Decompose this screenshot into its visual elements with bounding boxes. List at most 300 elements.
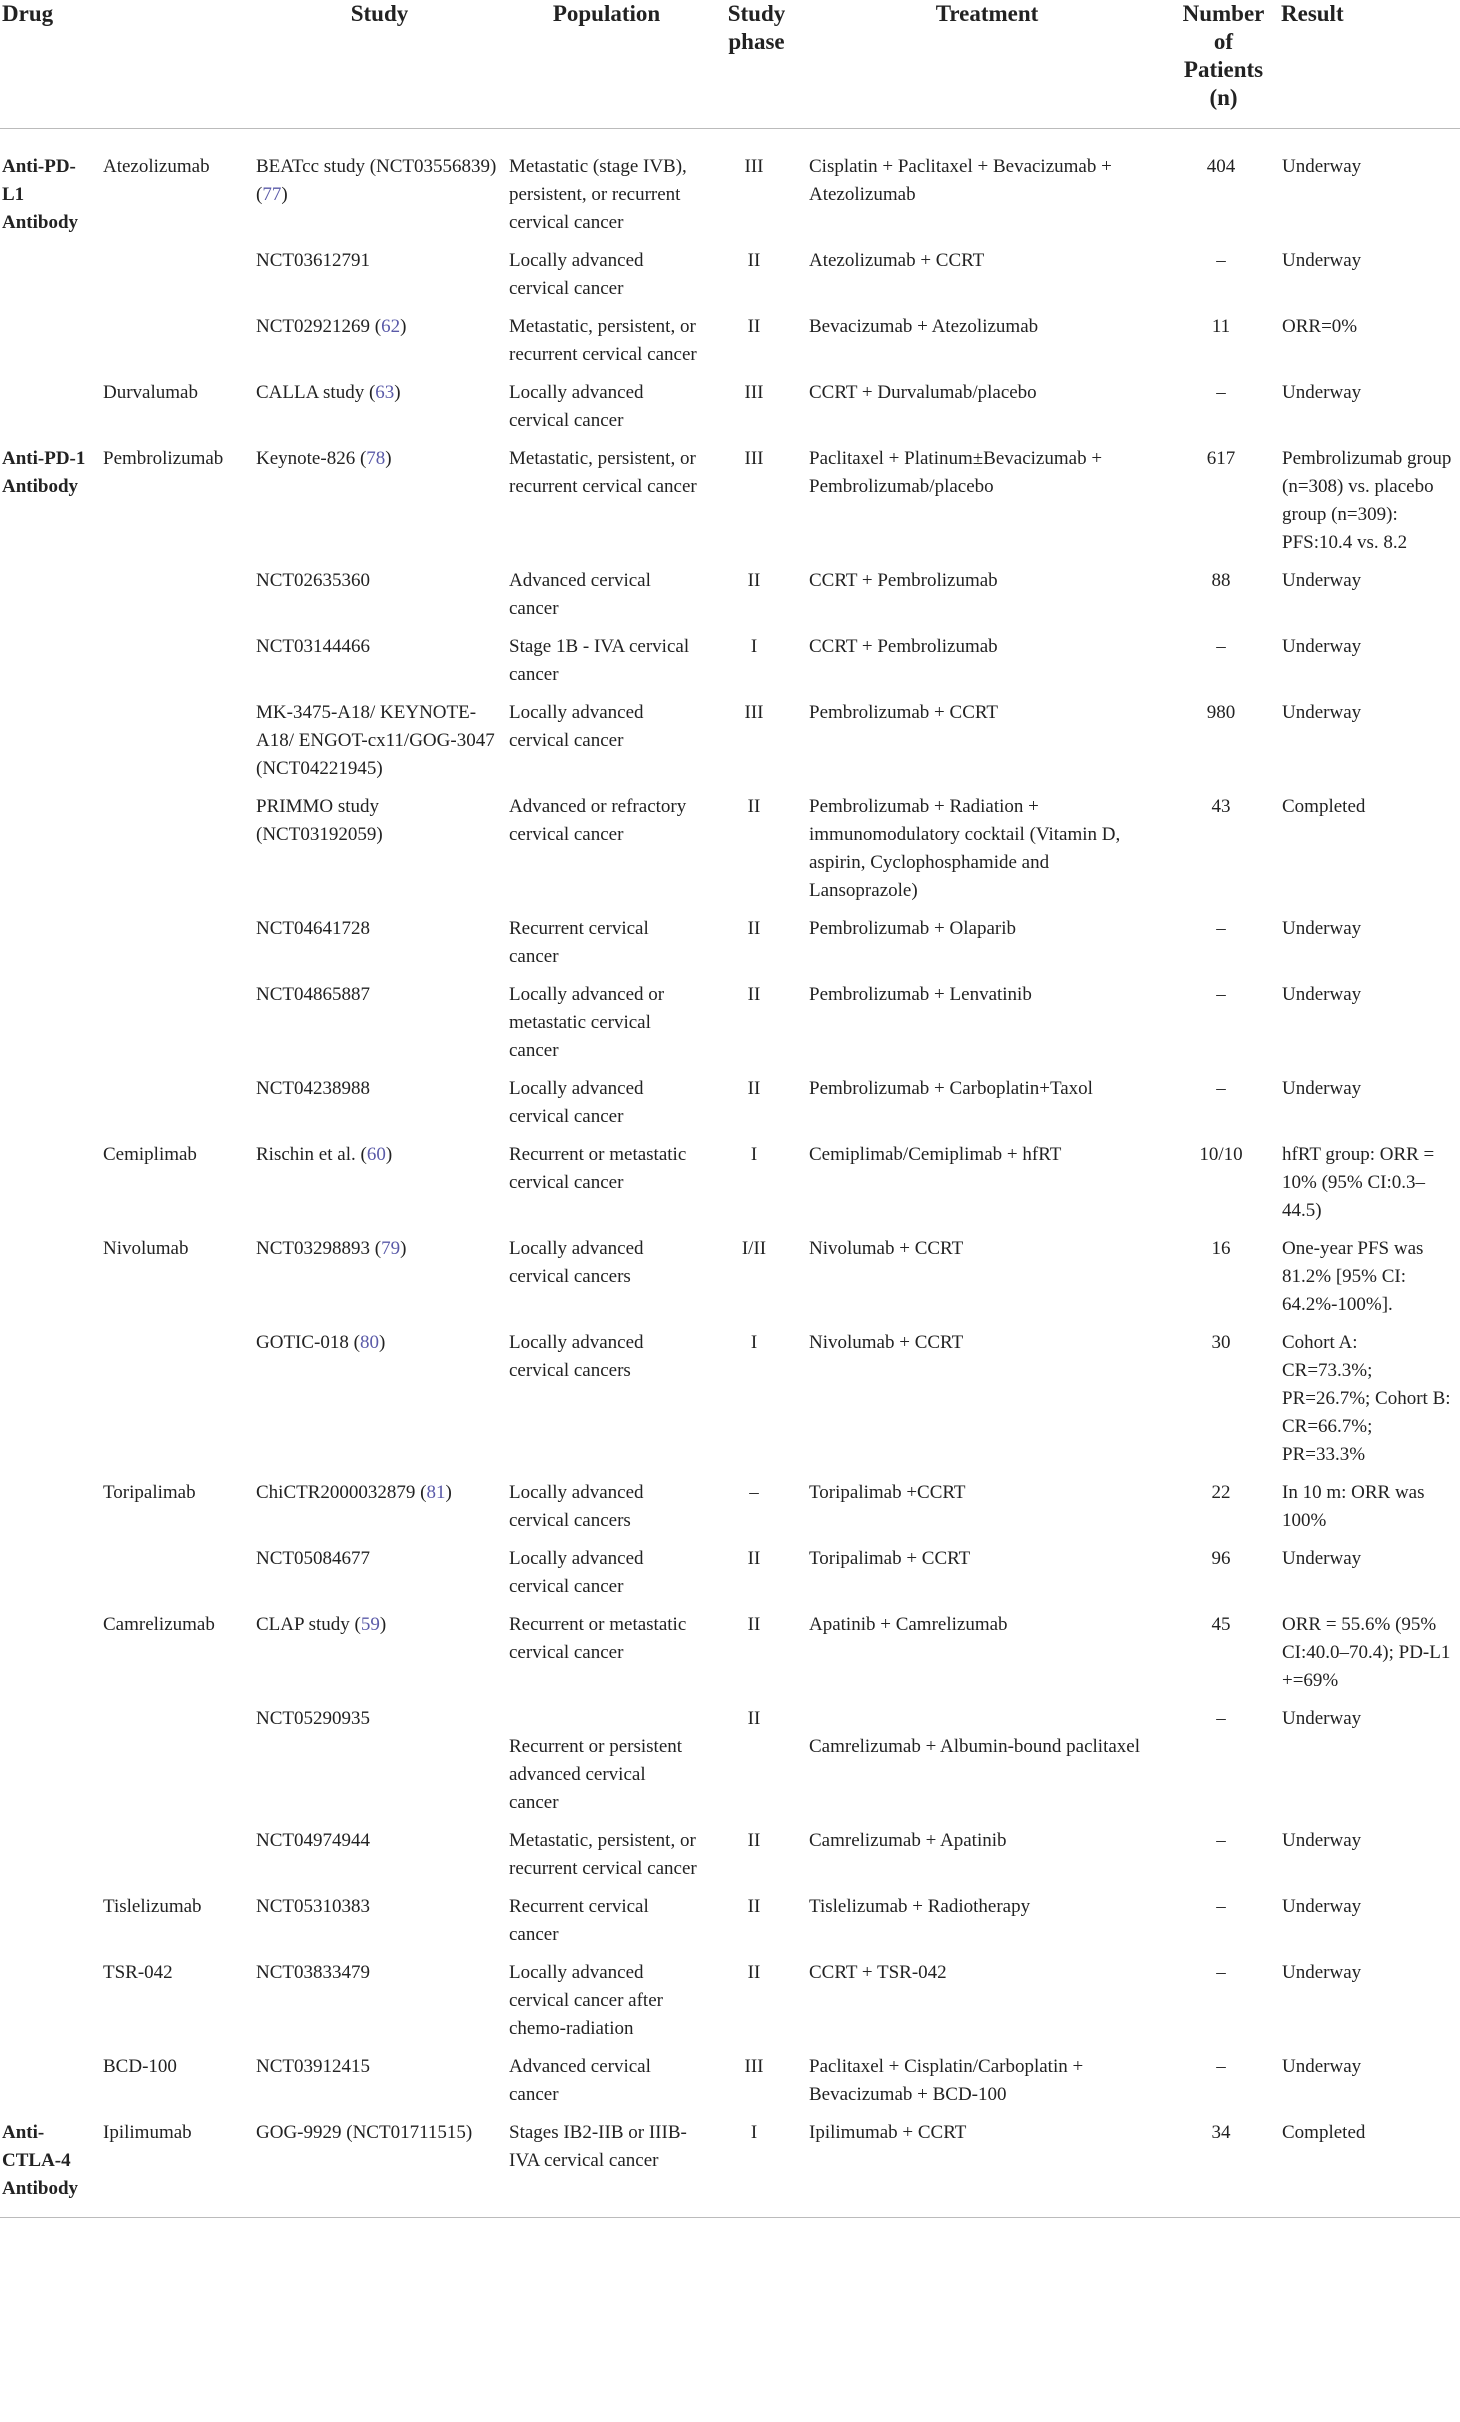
study-cell — [253, 1545, 506, 1611]
result-cell-text: Underway — [1282, 570, 1362, 591]
agent-cell — [100, 1141, 253, 1235]
population-cell — [506, 247, 707, 313]
phase-cell — [707, 2053, 806, 2119]
study-text: PRIMMO study (NCT03192059) — [256, 796, 383, 845]
study-text: NCT02921269 ( — [256, 316, 382, 337]
study-text: NCT03912415 — [256, 2056, 370, 2077]
table-row — [0, 1075, 1460, 1141]
study-text-end: ) — [379, 1614, 387, 1635]
treatment-cell — [806, 1611, 1168, 1705]
result-cell — [1279, 445, 1460, 567]
result-cell — [1279, 1827, 1460, 1893]
patients-cell — [1168, 2053, 1279, 2119]
study-cell — [253, 567, 506, 633]
phase-cell — [707, 445, 806, 567]
patients-cell — [1168, 1705, 1279, 1827]
population-cell — [506, 1235, 707, 1329]
drug-class-cell — [0, 1705, 100, 1827]
result-cell-text: Underway — [1282, 382, 1362, 403]
result-cell-text: Underway — [1282, 250, 1362, 271]
table-row — [0, 1545, 1460, 1611]
agent-cell — [100, 1827, 253, 1893]
population-cell-text: Locally advanced cervical cancers — [509, 1238, 644, 1287]
population-cell-text: Advanced or refractory cervical cancer — [509, 796, 687, 845]
treatment-cell-text: Cemiplimab/Cemiplimab + hfRT — [809, 1144, 1062, 1165]
patients-cell — [1168, 1075, 1279, 1141]
treatment-cell — [806, 915, 1168, 981]
agent-cell — [100, 247, 253, 313]
phase-cell-text: II — [747, 984, 761, 1005]
study-cell — [253, 1959, 506, 2053]
treatment-cell-text: Toripalimab + CCRT — [809, 1548, 971, 1569]
study-text: NCT03612791 — [256, 250, 370, 271]
agent-cell — [100, 1705, 253, 1827]
study-text-end: ) — [400, 1238, 407, 1259]
reference-link[interactable]: 60 — [366, 1144, 386, 1165]
table-row — [0, 1611, 1460, 1705]
patients-cell — [1168, 313, 1279, 379]
study-text-end: ) — [378, 1332, 386, 1353]
drug-class-cell — [0, 1075, 100, 1141]
table-row — [0, 2053, 1460, 2119]
population-cell — [506, 1611, 707, 1705]
drug-class-cell — [0, 567, 100, 633]
reference-link[interactable]: 77 — [262, 184, 282, 205]
population-cell-text: Locally advanced cervical cancer after chemo-radiation — [509, 1962, 663, 2039]
phase-cell-text: II — [747, 316, 761, 337]
patients-cell-text: 45 — [1211, 1614, 1231, 1635]
patients-cell — [1168, 699, 1279, 793]
patients-cell — [1168, 2119, 1279, 2218]
phase-cell-text: II — [747, 250, 761, 271]
population-cell — [506, 915, 707, 981]
treatment-cell — [806, 699, 1168, 793]
patients-cell — [1168, 1235, 1279, 1329]
agent-cell-text: Durvalumab — [103, 382, 198, 403]
population-cell-text: Locally advanced cervical cancers — [509, 1482, 644, 1531]
agent-cell — [100, 1075, 253, 1141]
reference-link[interactable]: 63 — [375, 382, 395, 403]
table-row — [0, 313, 1460, 379]
patients-cell-text: – — [1216, 918, 1226, 939]
population-cell-text: Recurrent cervical cancer — [509, 1896, 649, 1945]
agent-cell-text: Toripalimab — [103, 1482, 196, 1503]
population-cell — [506, 1705, 707, 1827]
result-cell-text: Underway — [1282, 1962, 1362, 1983]
patients-cell-text: – — [1216, 1708, 1226, 1729]
agent-cell-text: Pembrolizumab — [103, 448, 224, 469]
study-text: NCT05084677 — [256, 1548, 370, 1569]
result-cell-text: Underway — [1282, 156, 1362, 177]
drug-class-cell-text: Anti-CTLA-4 Antibody — [2, 2122, 79, 2199]
treatment-cell — [806, 2053, 1168, 2119]
phase-cell — [707, 1329, 806, 1479]
patients-cell-text: 34 — [1211, 2122, 1231, 2143]
population-cell — [506, 445, 707, 567]
patients-cell — [1168, 1141, 1279, 1235]
phase-cell-text: – — [749, 1482, 759, 1503]
patients-cell-text: – — [1216, 250, 1226, 271]
patients-cell — [1168, 1611, 1279, 1705]
patients-cell — [1168, 1545, 1279, 1611]
reference-link[interactable]: 79 — [381, 1238, 401, 1259]
population-cell-text: Advanced cervical cancer — [509, 2056, 651, 2105]
study-cell — [253, 1075, 506, 1141]
phase-cell — [707, 1141, 806, 1235]
phase-cell — [707, 633, 806, 699]
result-cell — [1279, 1075, 1460, 1141]
treatment-cell-text: Cisplatin + Paclitaxel + Bevacizumab + Atezolizumab — [809, 156, 1112, 205]
population-cell — [506, 1329, 707, 1479]
study-text: GOTIC-018 ( — [256, 1332, 360, 1353]
result-cell — [1279, 1235, 1460, 1329]
study-text: NCT02635360 — [256, 570, 370, 591]
reference-link[interactable]: 81 — [426, 1482, 446, 1503]
phase-cell-text: II — [747, 1962, 761, 1983]
patients-cell-text: 980 — [1206, 702, 1236, 723]
reference-link[interactable]: 80 — [359, 1332, 379, 1353]
result-cell-text: Underway — [1282, 702, 1362, 723]
result-cell — [1279, 1329, 1460, 1479]
result-cell — [1279, 2053, 1460, 2119]
header-treatment: Treatment — [806, 0, 1168, 129]
patients-cell-text: 43 — [1211, 796, 1231, 817]
agent-cell — [100, 1611, 253, 1705]
header-patients: Number of Patients (n) — [1168, 0, 1279, 129]
study-cell — [253, 981, 506, 1075]
population-cell — [506, 2053, 707, 2119]
population-cell — [506, 1827, 707, 1893]
result-cell-text: Completed — [1282, 2122, 1366, 2143]
drug-class-cell — [0, 379, 100, 445]
treatment-cell-text: Camrelizumab + Apatinib — [809, 1830, 1007, 1851]
table-row — [0, 247, 1460, 313]
population-cell — [506, 633, 707, 699]
agent-cell — [100, 793, 253, 915]
result-cell-text: Underway — [1282, 1548, 1362, 1569]
population-cell-text: Locally advanced cervical cancer — [509, 1078, 644, 1127]
phase-cell-text: I — [750, 2122, 758, 2143]
table-row — [0, 699, 1460, 793]
table-body — [0, 129, 1460, 2218]
study-cell — [253, 445, 506, 567]
study-text: NCT05310383 — [256, 1896, 370, 1917]
population-cell-text: Stage 1B - IVA cervical cancer — [509, 636, 690, 685]
treatment-cell-text: Pembrolizumab + Olaparib — [809, 918, 1016, 939]
result-cell-text: Underway — [1282, 984, 1362, 1005]
population-cell-text: Stages IB2-IIB or IIIB-IVA cervical cancer — [509, 2122, 687, 2171]
table-row — [0, 2119, 1460, 2218]
patients-cell-text: – — [1216, 1078, 1226, 1099]
population-cell — [506, 379, 707, 445]
population-cell-text: Recurrent cervical cancer — [509, 918, 649, 967]
population-cell-text: Metastatic, persistent, or recurrent cervical cancer — [509, 1830, 697, 1879]
header-phase: Study phase — [707, 0, 806, 129]
patients-cell-text: 10/10 — [1199, 1144, 1243, 1165]
treatment-cell — [806, 1893, 1168, 1959]
phase-cell — [707, 1827, 806, 1893]
phase-cell — [707, 1705, 806, 1827]
agent-cell — [100, 2053, 253, 2119]
study-text-end: ) — [385, 1144, 393, 1165]
result-cell-text: ORR=0% — [1282, 316, 1358, 337]
treatment-cell — [806, 793, 1168, 915]
treatment-cell-text: Ipilimumab + CCRT — [809, 2122, 967, 2143]
result-cell — [1279, 247, 1460, 313]
result-cell-text: Underway — [1282, 636, 1362, 657]
drug-class-cell — [0, 793, 100, 915]
treatment-cell — [806, 379, 1168, 445]
reference-link[interactable]: 62 — [381, 316, 401, 337]
treatment-cell — [806, 313, 1168, 379]
phase-cell-text: II — [747, 796, 761, 817]
phase-cell-text: I/II — [741, 1238, 767, 1259]
study-text: ChiCTR2000032879 ( — [256, 1482, 427, 1503]
result-cell — [1279, 313, 1460, 379]
phase-cell-text: I — [750, 1144, 758, 1165]
phase-cell — [707, 915, 806, 981]
agent-cell-text: TSR-042 — [103, 1962, 173, 1983]
population-cell-text: Recurrent or metastatic cervical cancer — [509, 1144, 687, 1193]
drug-class-cell — [0, 2053, 100, 2119]
header-population: Population — [506, 0, 707, 129]
treatment-cell-text: Nivolumab + CCRT — [809, 1332, 964, 1353]
result-cell — [1279, 129, 1460, 248]
drug-class-cell — [0, 1141, 100, 1235]
population-cell — [506, 1141, 707, 1235]
study-cell — [253, 1479, 506, 1545]
result-cell — [1279, 1545, 1460, 1611]
result-cell — [1279, 1893, 1460, 1959]
treatment-cell — [806, 1705, 1168, 1827]
drug-class-cell — [0, 1959, 100, 2053]
treatment-cell — [806, 1545, 1168, 1611]
agent-cell — [100, 567, 253, 633]
patients-cell-text: 16 — [1211, 1238, 1231, 1259]
treatment-cell-text: CCRT + Durvalumab/placebo — [809, 382, 1037, 403]
population-cell — [506, 1075, 707, 1141]
patients-cell — [1168, 633, 1279, 699]
agent-cell — [100, 2119, 253, 2218]
study-text: NCT04974944 — [256, 1830, 370, 1851]
phase-cell-text: III — [744, 2056, 764, 2077]
result-cell-text: Underway — [1282, 2056, 1362, 2077]
agent-cell-text: Ipilimumab — [103, 2122, 192, 2143]
result-cell — [1279, 1705, 1460, 1827]
result-cell-text: Completed — [1282, 796, 1366, 817]
phase-cell-text: II — [747, 918, 761, 939]
study-text: NCT03144466 — [256, 636, 370, 657]
patients-cell-text: – — [1216, 2056, 1226, 2077]
phase-cell-text: II — [747, 1896, 761, 1917]
phase-cell — [707, 699, 806, 793]
phase-cell-text: II — [747, 1078, 761, 1099]
population-cell-text: Recurrent or metastatic cervical cancer — [509, 1614, 687, 1663]
result-cell-text: Underway — [1282, 1896, 1362, 1917]
population-cell-text: Locally advanced cervical cancers — [509, 1332, 644, 1381]
population-cell-text: Locally advanced cervical cancer — [509, 1548, 644, 1597]
patients-cell — [1168, 247, 1279, 313]
study-cell — [253, 1893, 506, 1959]
agent-cell-text: BCD-100 — [103, 2056, 177, 2077]
agent-cell — [100, 1479, 253, 1545]
treatment-cell — [806, 1235, 1168, 1329]
treatment-cell-text: Pembrolizumab + Radiation + immunomodulatory cocktail (Vitamin D, aspirin, Cyclophosphamide and Lansoprazole) — [809, 796, 1121, 901]
study-text: MK-3475-A18/ KEYNOTE-A18/ ENGOT-cx11/GOG-3047 (NCT04221945) — [256, 702, 495, 779]
study-cell — [253, 633, 506, 699]
agent-cell-text: Cemiplimab — [103, 1144, 197, 1165]
treatment-cell-text: CCRT + Pembrolizumab — [809, 570, 998, 591]
treatment-cell-text: Camrelizumab + Albumin-bound paclitaxel — [809, 1736, 1140, 1757]
treatment-cell-text: CCRT + TSR-042 — [809, 1962, 947, 1983]
phase-cell — [707, 1545, 806, 1611]
patients-cell-text: 617 — [1206, 448, 1236, 469]
population-cell — [506, 981, 707, 1075]
study-cell — [253, 915, 506, 981]
phase-cell — [707, 981, 806, 1075]
drug-class-cell — [0, 247, 100, 313]
header-drug: Drug — [0, 0, 253, 129]
agent-cell-text: Atezolizumab — [103, 156, 210, 177]
population-cell — [506, 1959, 707, 2053]
table-row — [0, 1235, 1460, 1329]
result-cell-text: Cohort A: CR=73.3%; PR=26.7%; Cohort B: CR=66.7%; PR=33.3% — [1282, 1332, 1451, 1465]
agent-cell — [100, 313, 253, 379]
result-cell — [1279, 699, 1460, 793]
treatment-cell-text: Paclitaxel + Platinum±Bevacizumab + Pembrolizumab/placebo — [809, 448, 1103, 497]
table-row — [0, 1893, 1460, 1959]
result-cell — [1279, 1611, 1460, 1705]
agent-cell — [100, 1329, 253, 1479]
patients-cell — [1168, 915, 1279, 981]
study-cell — [253, 793, 506, 915]
phase-cell — [707, 1959, 806, 2053]
drug-class-cell — [0, 313, 100, 379]
table-row — [0, 379, 1460, 445]
table-row — [0, 915, 1460, 981]
patients-cell-text: 22 — [1211, 1482, 1231, 1503]
drug-class-cell — [0, 1545, 100, 1611]
treatment-cell — [806, 1141, 1168, 1235]
phase-cell-text: III — [744, 382, 764, 403]
study-text-end: ) — [281, 184, 288, 205]
result-cell — [1279, 379, 1460, 445]
reference-link[interactable]: 78 — [366, 448, 386, 469]
treatment-cell — [806, 1479, 1168, 1545]
study-cell — [253, 247, 506, 313]
phase-cell — [707, 1611, 806, 1705]
population-cell-text: Locally advanced or metastatic cervical cancer — [509, 984, 665, 1061]
treatment-cell-text: Pembrolizumab + CCRT — [809, 702, 999, 723]
population-cell — [506, 1893, 707, 1959]
agent-cell — [100, 129, 253, 248]
phase-cell — [707, 567, 806, 633]
result-cell-text: Underway — [1282, 1708, 1362, 1729]
drug-class-cell — [0, 129, 100, 248]
drug-class-cell-text: Anti-PD-L1 Antibody — [2, 156, 79, 233]
drug-class-cell — [0, 1479, 100, 1545]
patients-cell-text: 96 — [1211, 1548, 1231, 1569]
treatment-cell — [806, 247, 1168, 313]
population-cell-text: Locally advanced cervical cancer — [509, 382, 644, 431]
study-text-end: ) — [400, 316, 407, 337]
patients-cell — [1168, 379, 1279, 445]
study-text: Rischin et al. ( — [256, 1144, 367, 1165]
result-cell-text: Pembrolizumab group (n=308) vs. placebo group (n=309): PFS:10.4 vs. 8.2 — [1282, 448, 1452, 553]
result-cell — [1279, 1141, 1460, 1235]
study-text-end: ) — [394, 382, 401, 403]
drug-class-cell — [0, 915, 100, 981]
treatment-cell-text: Pembrolizumab + Lenvatinib — [809, 984, 1032, 1005]
population-cell — [506, 567, 707, 633]
agent-cell — [100, 1959, 253, 2053]
treatment-cell-text: Nivolumab + CCRT — [809, 1238, 964, 1259]
agent-cell — [100, 1893, 253, 1959]
agent-cell — [100, 915, 253, 981]
drug-class-cell-text: Anti-PD-1 Antibody — [2, 448, 86, 497]
study-cell — [253, 1705, 506, 1827]
drug-class-cell — [0, 1235, 100, 1329]
table-row — [0, 1827, 1460, 1893]
result-cell-text: ORR = 55.6% (95% CI:40.0–70.4); PD-L1 +=69% — [1282, 1614, 1451, 1691]
header-row — [0, 0, 1460, 129]
drug-class-cell — [0, 981, 100, 1075]
agent-cell-text: Nivolumab — [103, 1238, 189, 1259]
phase-cell — [707, 1075, 806, 1141]
phase-cell — [707, 793, 806, 915]
reference-link[interactable]: 59 — [360, 1614, 380, 1635]
study-cell — [253, 313, 506, 379]
drug-class-cell — [0, 1893, 100, 1959]
study-text-end: ) — [385, 448, 392, 469]
patients-cell-text: 404 — [1206, 156, 1236, 177]
study-text: NCT03298893 ( — [256, 1238, 382, 1259]
study-cell — [253, 129, 506, 248]
treatment-cell-text: Pembrolizumab + Carboplatin+Taxol — [809, 1078, 1093, 1099]
table-row — [0, 793, 1460, 915]
table-row — [0, 567, 1460, 633]
study-cell — [253, 379, 506, 445]
table-row — [0, 1705, 1460, 1827]
population-cell — [506, 1545, 707, 1611]
phase-cell — [707, 2119, 806, 2218]
phase-cell — [707, 313, 806, 379]
study-cell — [253, 699, 506, 793]
phase-cell-text: II — [747, 1830, 761, 1851]
patients-cell — [1168, 981, 1279, 1075]
result-cell — [1279, 915, 1460, 981]
phase-cell-text: II — [747, 1548, 761, 1569]
agent-cell — [100, 699, 253, 793]
table-row — [0, 1959, 1460, 2053]
drug-class-cell — [0, 1329, 100, 1479]
phase-cell — [707, 1235, 806, 1329]
study-text: NCT04865887 — [256, 984, 370, 1005]
result-cell-text: Underway — [1282, 918, 1362, 939]
patients-cell — [1168, 567, 1279, 633]
treatment-cell-text: Atezolizumab + CCRT — [809, 250, 985, 271]
study-text: NCT04641728 — [256, 918, 370, 939]
phase-cell-text: III — [744, 448, 764, 469]
population-cell-text: Metastatic, persistent, or recurrent cervical cancer — [509, 448, 697, 497]
drug-class-cell — [0, 633, 100, 699]
treatment-cell — [806, 981, 1168, 1075]
phase-cell — [707, 1893, 806, 1959]
phase-cell-text: III — [744, 156, 764, 177]
table-row — [0, 1141, 1460, 1235]
study-text: NCT03833479 — [256, 1962, 370, 1983]
drug-class-cell — [0, 2119, 100, 2218]
